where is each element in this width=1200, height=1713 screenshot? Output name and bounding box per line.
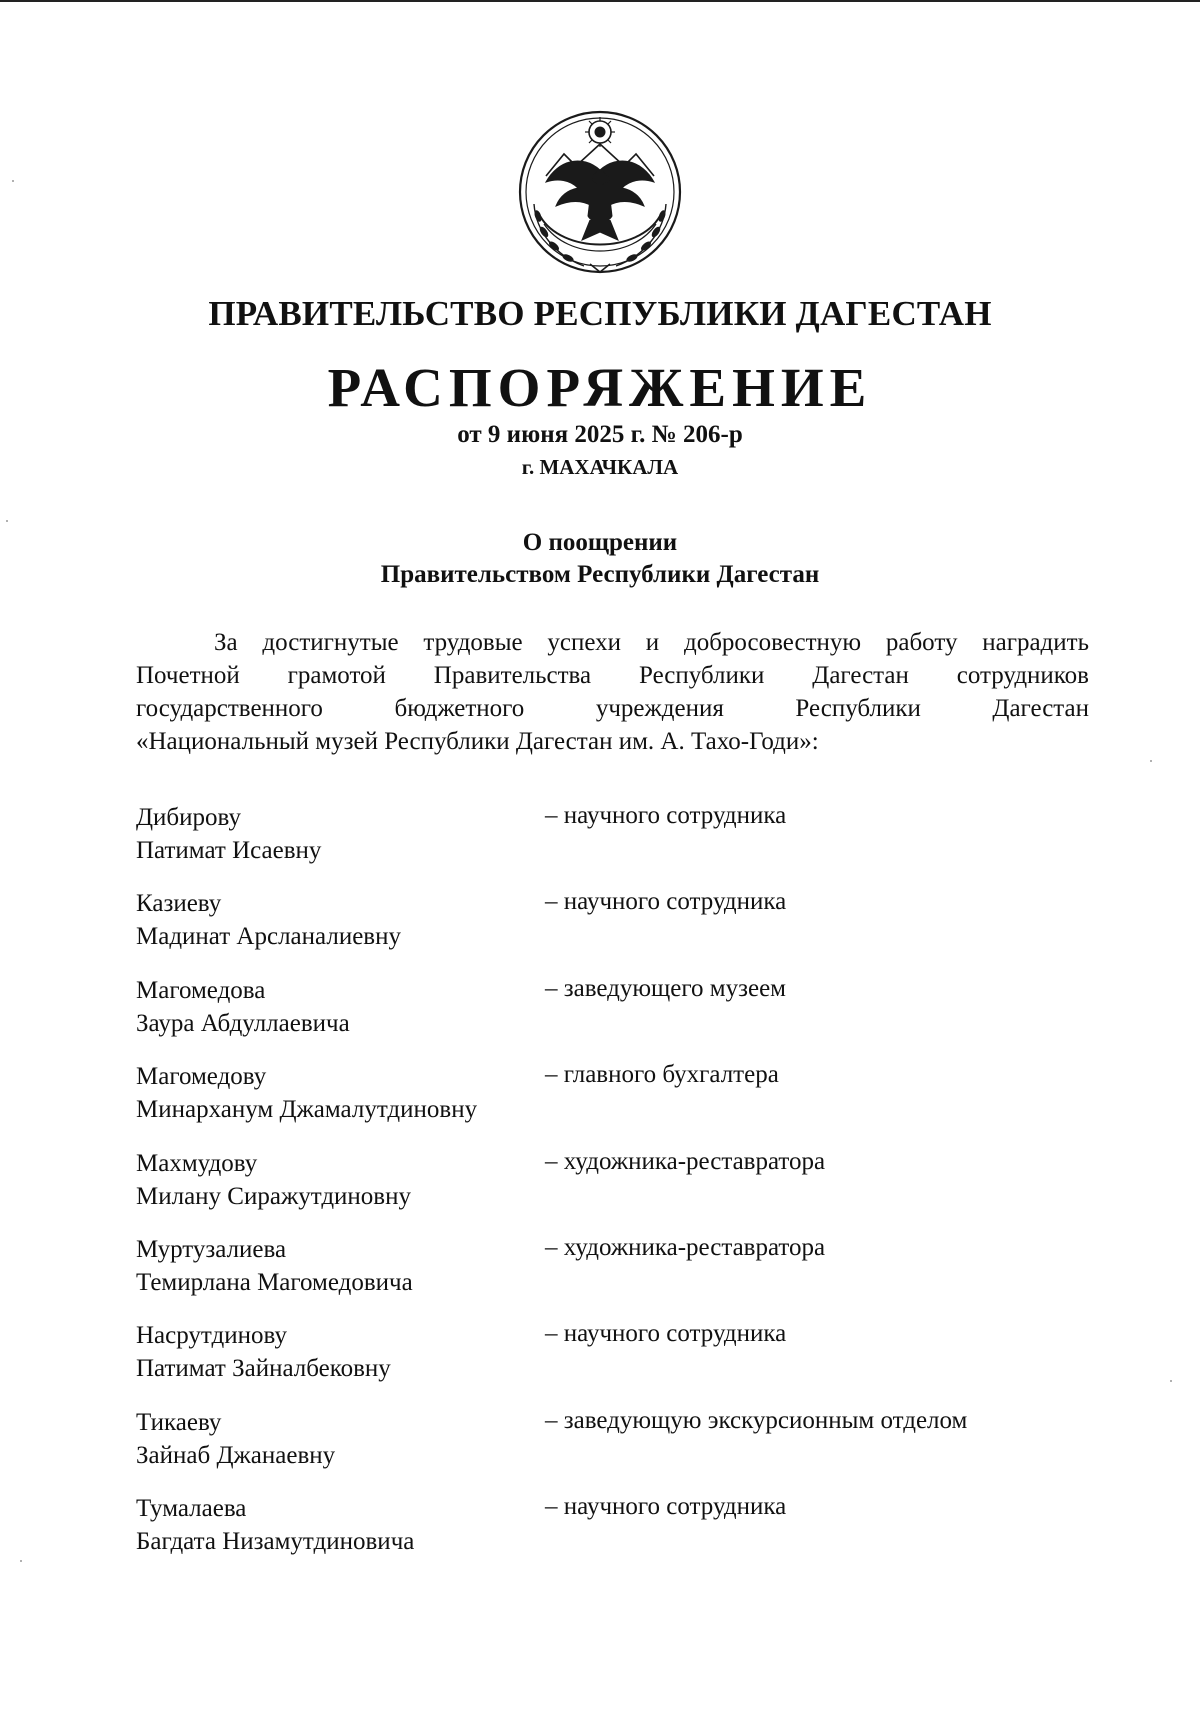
- awardee-name: [136, 801, 321, 867]
- intro-line: За достигнутые трудовые успехи и добросовестную работу наградить: [214, 629, 1089, 656]
- awardee-list: [136, 801, 1096, 1579]
- intro-line: государственного бюджетного учреждения Республики Дагестан: [136, 695, 1089, 722]
- awardee-given-name: Милану Сиражутдиновну: [136, 1182, 411, 1210]
- scan-speck: [1150, 760, 1152, 762]
- awardee-row: [136, 1147, 1096, 1233]
- subject-line-1: О поощрении: [522, 529, 678, 556]
- scan-speck: [20, 1560, 22, 1562]
- awardee-row: [136, 801, 1096, 887]
- intro-paragraph: [136, 626, 1089, 758]
- awardee-given-name: Темирлана Магомедовича: [136, 1268, 413, 1296]
- awardee-surname: Дибирову: [136, 804, 241, 831]
- awardee-row: [136, 1060, 1096, 1146]
- awardee-name: [136, 1233, 413, 1299]
- awardee-given-name: Мадинат Арсланалиевну: [136, 923, 401, 951]
- awardee-given-name: Зайнаб Джанаевну: [136, 1441, 336, 1469]
- awardee-surname: Тумалаева: [136, 1495, 247, 1523]
- awardee-name: [136, 1319, 391, 1385]
- awardee-row: [136, 974, 1096, 1060]
- awardee-row: [136, 1492, 1096, 1578]
- awardee-name: [136, 1492, 414, 1558]
- scan-speck: [1170, 1380, 1172, 1382]
- awardee-position: – заведующую экскурсионным отделом: [545, 1406, 968, 1434]
- awardee-position: – научного сотрудника: [545, 1493, 787, 1521]
- intro-line: «Национальный музей Республики Дагестан им. А. Тахо-Годи»:: [136, 728, 819, 755]
- awardee-row: [136, 887, 1096, 973]
- awardee-given-name: Заура Абдуллаевича: [136, 1009, 350, 1037]
- awardee-position: – художника-реставратора: [545, 1147, 826, 1175]
- awardee-given-name: Патимат Исаевну: [136, 837, 322, 864]
- awardee-name: [136, 1147, 411, 1213]
- awardee-position: – научного сотрудника: [545, 1320, 787, 1348]
- awardee-name: [136, 1060, 477, 1126]
- awardee-name: [136, 974, 350, 1040]
- awardee-surname: Тикаеву: [136, 1408, 222, 1436]
- awardee-given-name: Минарханум Джамалутдиновну: [136, 1096, 478, 1124]
- awardee-position: – главного бухгалтера: [545, 1061, 779, 1089]
- government-title: ПРАВИТЕЛЬСТВО РЕСПУБЛИКИ ДАГЕСТАН: [208, 294, 992, 333]
- scan-speck: [12, 180, 14, 182]
- awardee-position: – заведующего музеем: [545, 974, 786, 1002]
- awardee-surname: Махмудову: [136, 1149, 258, 1177]
- document-city: г. МАХАЧКАЛА: [521, 455, 679, 479]
- page-top-border: [0, 0, 1200, 2]
- awardee-surname: Насрутдинову: [136, 1322, 287, 1350]
- awardee-row: [136, 1233, 1096, 1319]
- document-type: РАСПОРЯЖЕНИЕ: [327, 357, 873, 418]
- awardee-surname: Муртузалиева: [136, 1235, 287, 1263]
- intro-line: Почетной грамотой Правительства Республики Дагестан сотрудников: [136, 662, 1089, 689]
- scan-speck: [6, 520, 8, 522]
- awardee-surname: Магомедова: [136, 976, 266, 1004]
- awardee-row: [136, 1319, 1096, 1405]
- awardee-name: [136, 1406, 335, 1472]
- awardee-row: [136, 1406, 1096, 1492]
- awardee-position: – научного сотрудника: [545, 888, 787, 916]
- subject-line-2: Правительством Республики Дагестан: [380, 561, 820, 588]
- awardee-given-name: Патимат Зайналбековну: [136, 1355, 391, 1383]
- awardee-name: [136, 887, 401, 953]
- awardee-position: – научного сотрудника: [545, 802, 787, 829]
- awardee-given-name: Багдата Низамутдиновича: [136, 1528, 415, 1556]
- awardee-position: – художника-реставратора: [545, 1233, 826, 1261]
- document-date-number: от 9 июня 2025 г. № 206-р: [457, 421, 743, 448]
- coat-of-arms-icon: [512, 104, 688, 280]
- awardee-surname: Казиеву: [136, 890, 222, 918]
- awardee-surname: Магомедову: [136, 1063, 267, 1091]
